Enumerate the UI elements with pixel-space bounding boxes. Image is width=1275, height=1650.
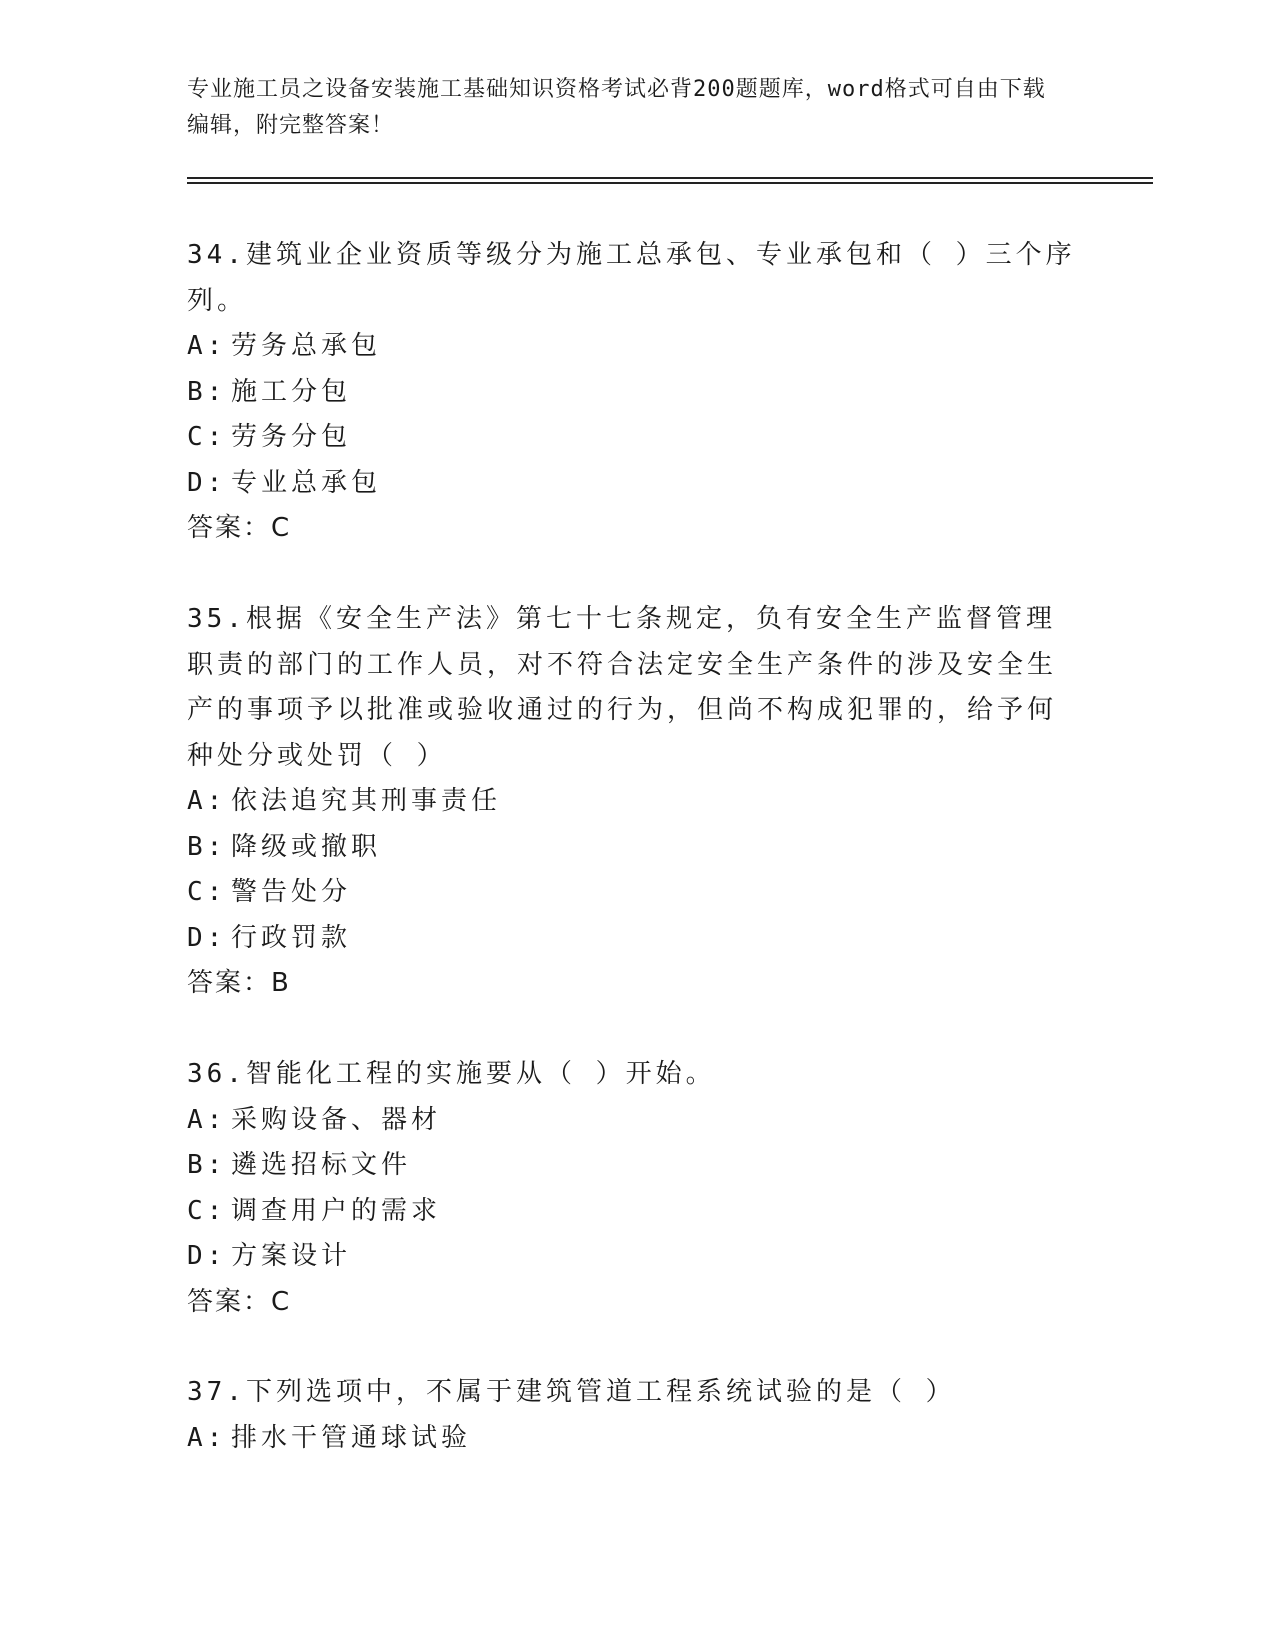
- option-letter: C:: [187, 1195, 227, 1226]
- option-text: 方案设计: [231, 1241, 352, 1271]
- option-b: [187, 825, 1077, 871]
- answer-line: 答案：C: [187, 1286, 292, 1317]
- option-a: [187, 1098, 1077, 1144]
- question-34: [187, 233, 1077, 552]
- option-letter: A:: [187, 1422, 227, 1453]
- option-c: [187, 415, 1077, 461]
- answer-line: 答案：B: [187, 968, 291, 998]
- option-b: [187, 1143, 1077, 1189]
- option-c: [187, 870, 1077, 916]
- option-letter: D:: [187, 467, 227, 498]
- answer-line: 答案：C: [187, 513, 292, 543]
- option-c: [187, 1189, 1077, 1235]
- option-letter: D:: [187, 1241, 227, 1271]
- question-text: 34.建筑业企业资质等级分为施工总承包、专业承包和（ ）三个序列。: [187, 240, 1076, 316]
- option-d: [187, 461, 1077, 507]
- option-d: [187, 916, 1077, 962]
- header-rule-bottom: [187, 182, 1153, 184]
- option-text: 劳务总承包: [231, 331, 382, 361]
- question-36: [187, 1052, 1077, 1325]
- option-letter: A:: [187, 1104, 227, 1135]
- option-text: 施工分包: [231, 376, 352, 407]
- option-letter: D:: [187, 922, 227, 953]
- question-text: 36.智能化工程的实施要从（ ）开始。: [187, 1059, 716, 1089]
- option-text: 采购设备、器材: [231, 1104, 442, 1135]
- option-text: 排水干管通球试验: [231, 1422, 472, 1453]
- option-d: [187, 1234, 1077, 1280]
- option-text: 行政罚款: [231, 922, 352, 953]
- option-letter: C:: [187, 877, 227, 907]
- option-text: 遴选招标文件: [231, 1150, 412, 1180]
- question-35: [187, 597, 1077, 1007]
- question-37: [187, 1370, 1077, 1461]
- option-letter: A:: [187, 786, 227, 816]
- option-a: [187, 1416, 1077, 1462]
- question-text: 35.根据《安全生产法》第七十七条规定，负有安全生产监督管理职责的部门的工作人员，对不符合法定安全生产条件的涉及安全生产的事项予以批准或验收通过的行为，但尚不构成犯罪的，给予何种处分或处罚（ ）: [187, 604, 1058, 771]
- option-letter: C:: [187, 422, 227, 452]
- option-letter: B:: [187, 1150, 227, 1180]
- header-rule-top: [187, 177, 1153, 179]
- question-text: 37.下列选项中，不属于建筑管道工程系统试验的是（ ）: [187, 1377, 956, 1407]
- option-text: 警告处分: [231, 877, 352, 907]
- option-letter: A:: [187, 331, 227, 361]
- option-text: 劳务分包: [231, 422, 352, 452]
- option-text: 依法追究其刑事责任: [231, 786, 502, 816]
- option-text: 降级或撤职: [231, 831, 382, 862]
- option-a: [187, 779, 1077, 825]
- option-text: 专业总承包: [231, 467, 382, 498]
- option-letter: B:: [187, 831, 227, 862]
- option-a: [187, 324, 1077, 370]
- option-b: [187, 370, 1077, 416]
- option-text: 调查用户的需求: [231, 1195, 442, 1226]
- document-header: 专业施工员之设备安装施工基础知识资格考试必背200题题库，word格式可自由下载编辑，附完整答案！: [187, 77, 1046, 138]
- option-letter: B:: [187, 376, 227, 407]
